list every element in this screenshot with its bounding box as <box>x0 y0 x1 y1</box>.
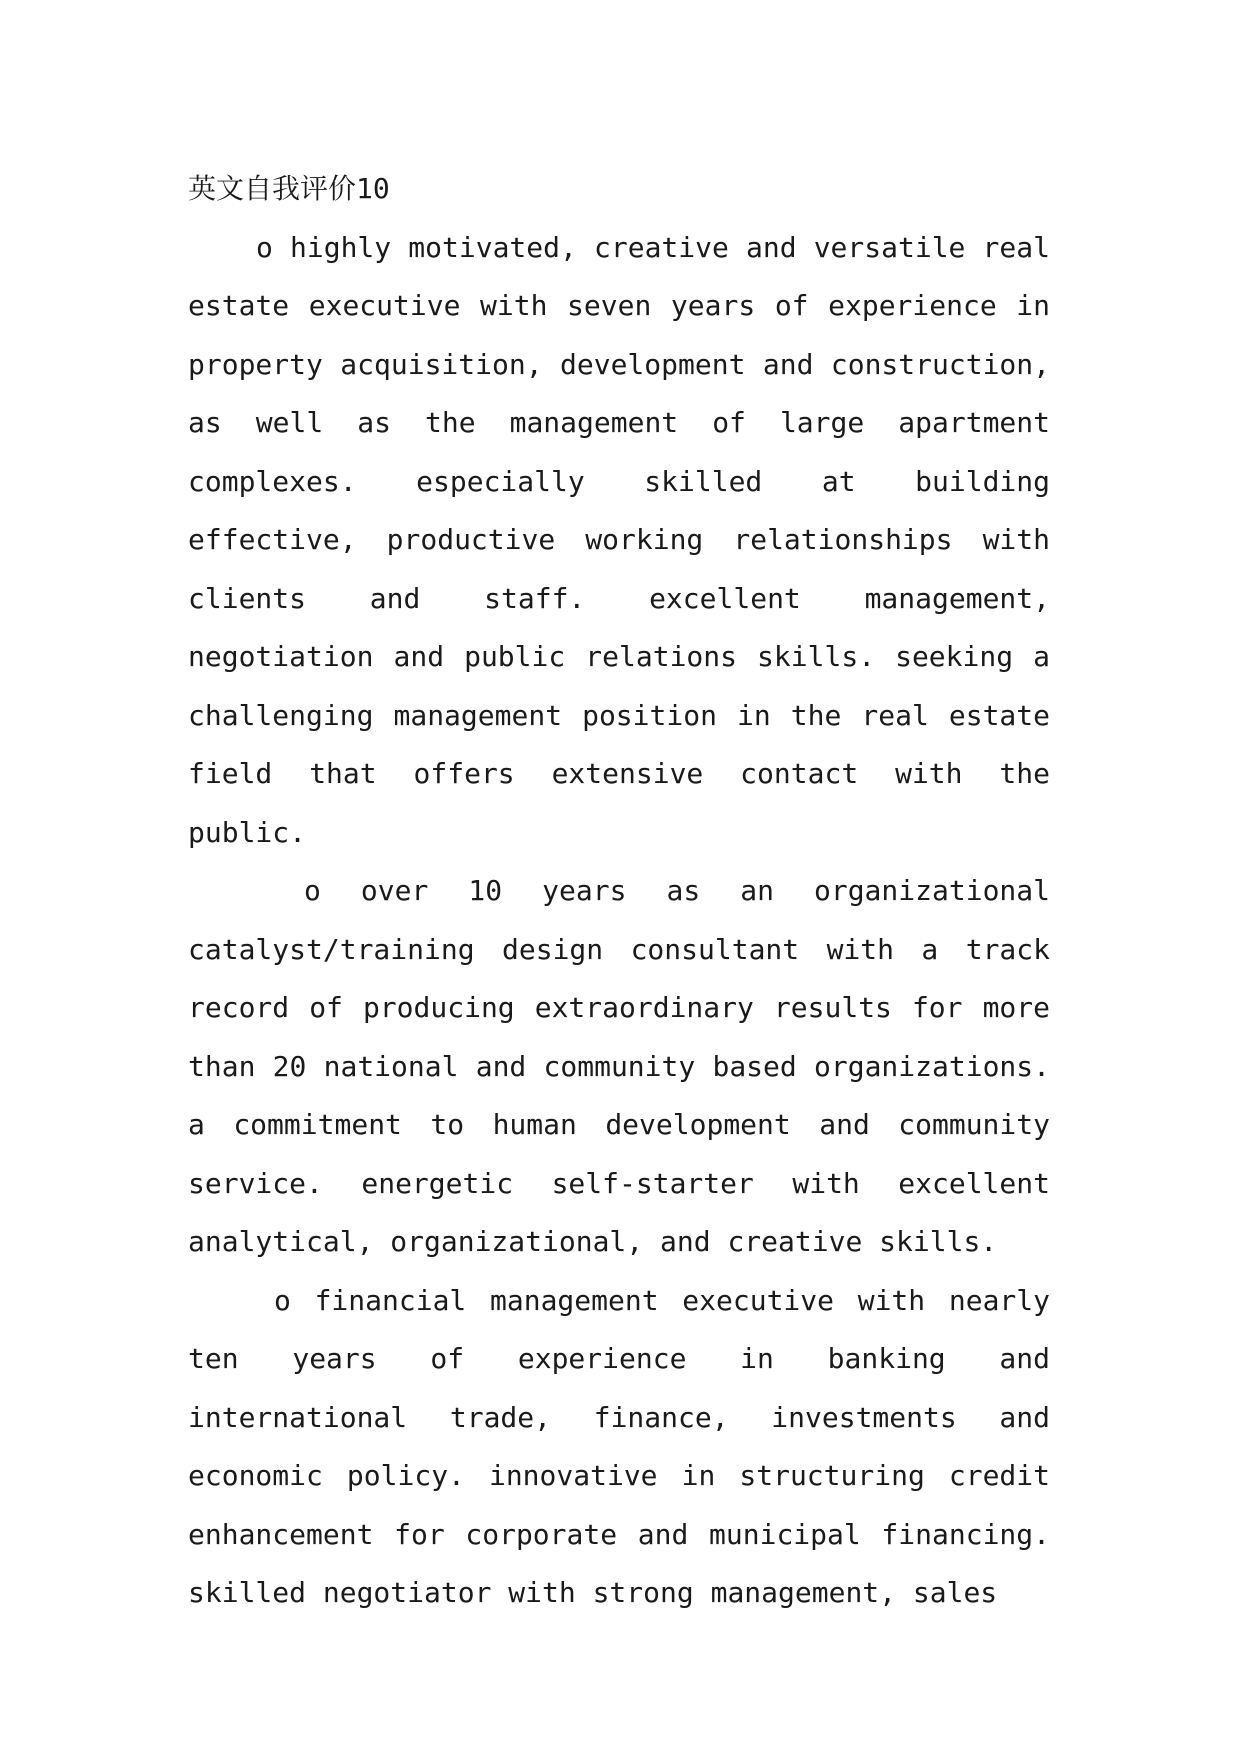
paragraph-financial-management: o financial management executive with nearly ten years of experience in banking and international trade, finance, investments and economic policy. innovative in structuring credit enhancement for corporate and municipal financing. skilled negotiator with strong management, sales <box>188 1283 1050 1609</box>
paragraph-real-estate-executive: o highly motivated, creative and versatile real estate executive with seven years of experience in property acquisition, development and construction, as well as the management of large apartment complexes. especially skilled at building effective, productive working relationships with clients and staff. excellent management, negotiation and public relations skills. seeking a challenging management position in the real estate field that offers extensive contact with the public. <box>188 230 1050 849</box>
document-title: 英文自我评价10 <box>188 172 390 205</box>
document-body <box>188 160 1050 1623</box>
paragraph-organizational-catalyst: o over 10 years as an organizational catalyst/training design consultant with a track record of producing extraordinary results for more than 20 national and community based organizations. a commitment to human development and community service. energetic self-starter with excellent analytical, organizational, and creative skills. <box>188 874 1050 1258</box>
